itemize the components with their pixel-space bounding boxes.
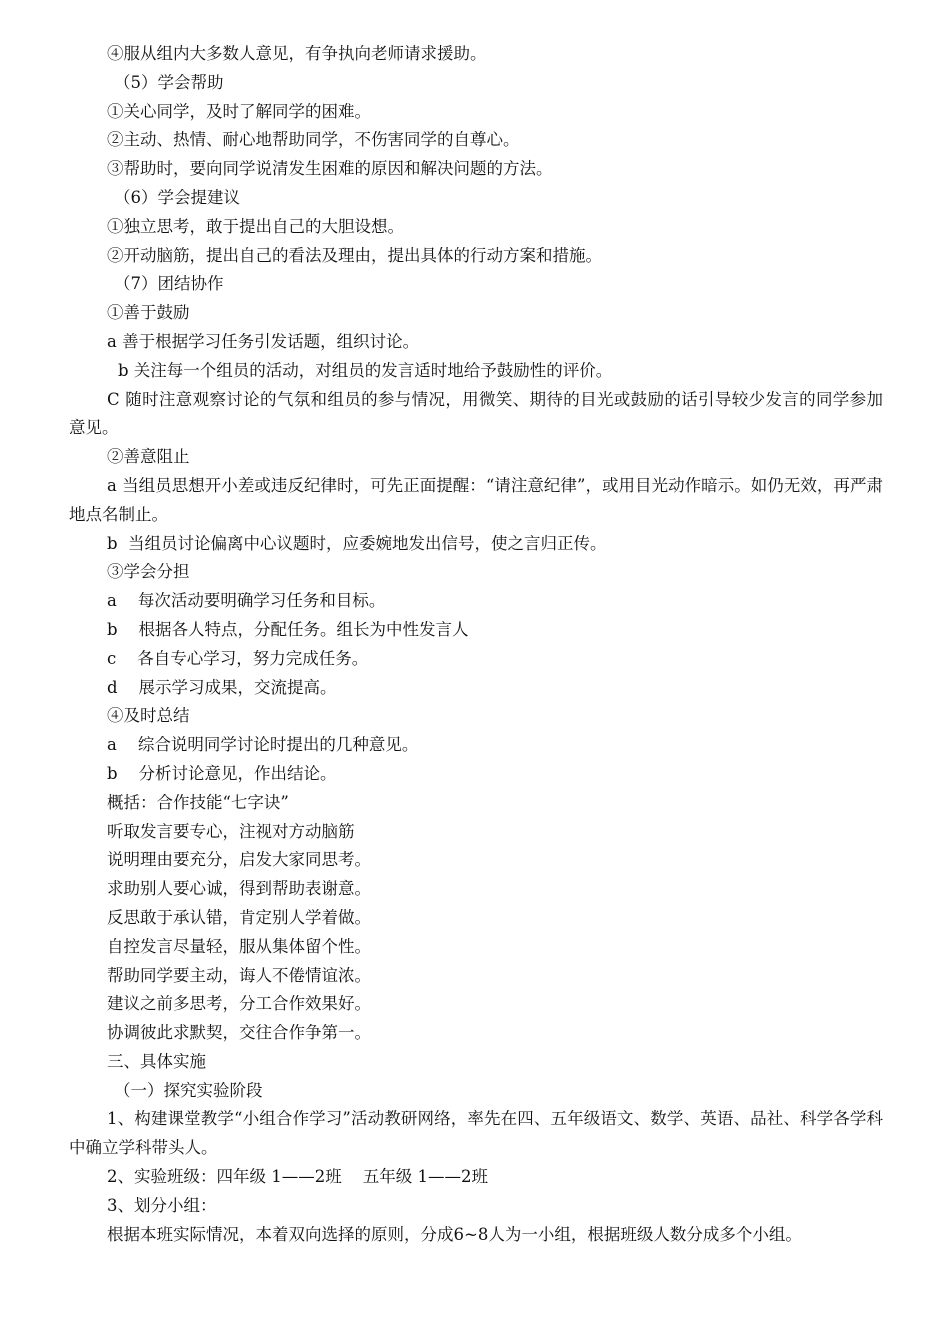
verse-line: 求助别人要心诚，得到帮助表谢意。 bbox=[107, 879, 371, 899]
subheading: ④及时总结 bbox=[107, 706, 190, 726]
list-item: d 展示学习成果，交流提高。 bbox=[107, 677, 337, 697]
verse-line: 帮助同学要主动，诲人不倦情谊浓。 bbox=[107, 965, 371, 985]
text-line: ②开动脑筋，提出自己的看法及理由，提出具体的行动方案和措施。 bbox=[107, 245, 602, 265]
subheading: ①善于鼓励 bbox=[107, 303, 190, 323]
list-item: b 分析讨论意见，作出结论。 bbox=[107, 763, 337, 783]
subsection-heading: （一）探究实验阶段 bbox=[114, 1080, 263, 1100]
verse-line: 协调彼此求默契，交往合作争第一。 bbox=[107, 1023, 371, 1043]
text-line: 概括：合作技能“七字诀” bbox=[107, 792, 289, 812]
section-heading: （5）学会帮助 bbox=[114, 72, 224, 92]
verse-line: 建议之前多思考，分工合作效果好。 bbox=[107, 994, 371, 1014]
text-line: 根据本班实际情况，本着双向选择的原则，分成6~8人为一小组，根据班级人数分成多个小组。 bbox=[107, 1224, 802, 1244]
verse-line: 说明理由要充分，启发大家同思考。 bbox=[107, 850, 371, 870]
text-line: ②主动、热情、耐心地帮助同学，不伤害同学的自尊心。 bbox=[107, 130, 520, 150]
list-item: a 综合说明同学讨论时提出的几种意见。 bbox=[107, 735, 419, 755]
verse-line: 反思敢于承认错，肯定别人学着做。 bbox=[107, 907, 371, 927]
paragraph: a 当组员思想开小差或违反纪律时，可先正面提醒：“请注意纪律”，或用目光动作暗示。如仍无效，再严肃地点名制止。 bbox=[69, 475, 883, 524]
document-page bbox=[0, 40, 950, 1249]
list-item: c 各自专心学习，努力完成任务。 bbox=[107, 648, 369, 668]
paragraph: C 随时注意观察讨论的气氛和组员的参与情况，用微笑、期待的目光或鼓励的话引导较少发言的同学参加意见。 bbox=[69, 389, 883, 438]
verse-line: 自控发言尽量轻，服从集体留个性。 bbox=[107, 936, 371, 956]
text-line: ③帮助时，要向同学说清发生困难的原因和解决问题的方法。 bbox=[107, 159, 553, 179]
subheading: ③学会分担 bbox=[107, 562, 190, 582]
text-line: ①关心同学，及时了解同学的困难。 bbox=[107, 101, 371, 121]
list-item: a 每次活动要明确学习任务和目标。 bbox=[107, 591, 386, 611]
text-line: a 善于根据学习任务引发话题，组织讨论。 bbox=[107, 331, 420, 351]
verse-line: 听取发言要专心，注视对方动脑筋 bbox=[107, 821, 355, 841]
list-item: b 根据各人特点，分配任务。组长为中性发言人 bbox=[107, 619, 469, 639]
text-line: b 当组员讨论偏离中心议题时，应委婉地发出信号，使之言归正传。 bbox=[107, 533, 607, 553]
text-line: 3、划分小组： bbox=[107, 1195, 217, 1215]
subheading: ②善意阻止 bbox=[107, 447, 190, 467]
text-line: b 关注每一个组员的活动，对组员的发言适时地给予鼓励性的评价。 bbox=[118, 360, 613, 380]
paragraph: 1、构建课堂教学“小组合作学习”活动教研网络，率先在四、五年级语文、数学、英语、品社、科学各学科中确立学科带头人。 bbox=[69, 1109, 883, 1158]
text-line: 2、实验班级：四年级 1——2班 五年级 1——2班 bbox=[107, 1167, 488, 1187]
text-line: ④服从组内大多数人意见，有争执向老师请求援助。 bbox=[107, 44, 487, 63]
section-heading: （6）学会提建议 bbox=[114, 187, 240, 207]
text-line: ①独立思考，敢于提出自己的大胆设想。 bbox=[107, 216, 404, 236]
section-heading: （7）团结协作 bbox=[114, 274, 224, 294]
section-heading: 三、具体实施 bbox=[107, 1051, 206, 1071]
